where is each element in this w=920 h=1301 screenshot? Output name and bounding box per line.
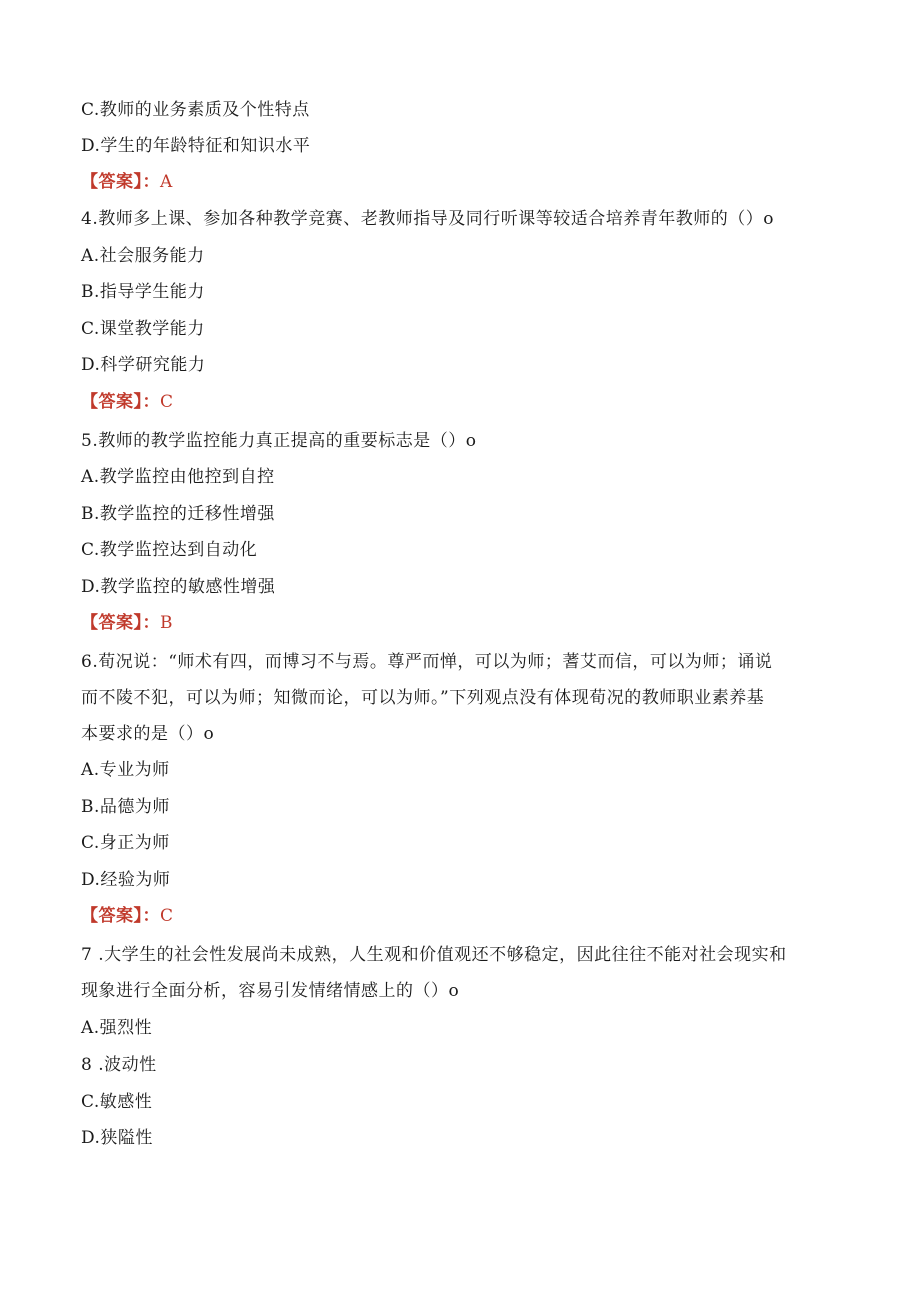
option-a-q7: A.强烈性 bbox=[81, 1018, 153, 1038]
answer-value: C bbox=[160, 906, 174, 926]
answer-q4 bbox=[81, 390, 174, 414]
question-5: 5.教师的教学监控能力真正提高的重要标志是（）o bbox=[81, 431, 477, 451]
answer-value: A bbox=[160, 172, 173, 192]
option-d-q7: D.狭隘性 bbox=[81, 1128, 153, 1148]
answer-separator: ： bbox=[142, 392, 160, 412]
option-d-q6: D.经验为师 bbox=[81, 870, 171, 890]
answer-value: C bbox=[160, 392, 174, 412]
question-6-line-1: 6.荀况说：“师术有四，而博习不与焉。尊严而惮，可以为师；蓍艾而信，可以为师；诵说 bbox=[81, 652, 773, 672]
question-6-line-3: 本要求的是（）o bbox=[81, 724, 215, 744]
answer-q3 bbox=[81, 170, 173, 194]
option-c-q3: C.教师的业务素质及个性特点 bbox=[81, 100, 310, 120]
answer-separator: ： bbox=[142, 613, 160, 633]
option-a-q5: A.教学监控由他控到自控 bbox=[81, 467, 275, 487]
answer-q5 bbox=[81, 611, 173, 635]
option-a-q4: A.社会服务能力 bbox=[81, 246, 205, 266]
answer-separator: ： bbox=[142, 906, 160, 926]
option-a-q6: A.专业为师 bbox=[81, 760, 170, 780]
question-4: 4.教师多上课、参加各种教学竞赛、老教师指导及同行听课等较适合培养青年教师的（）o bbox=[81, 209, 774, 229]
option-c-q4: C.课堂教学能力 bbox=[81, 319, 205, 339]
answer-label: 【答案】 bbox=[81, 906, 143, 926]
answer-label: 【答案】 bbox=[81, 613, 143, 633]
option-d-q4: D.科学研究能力 bbox=[81, 355, 206, 375]
option-b-q7: 8 .波动性 bbox=[81, 1055, 157, 1075]
question-7-line-1: 7 .大学生的社会性发展尚未成熟，人生观和价值观还不够稳定，因此往往不能对社会现实和 bbox=[81, 945, 787, 965]
option-c-q7: C.敏感性 bbox=[81, 1092, 153, 1112]
option-d-q3: D.学生的年龄特征和知识水平 bbox=[81, 136, 311, 156]
answer-label: 【答案】 bbox=[81, 172, 143, 192]
option-c-q6: C.身正为师 bbox=[81, 833, 170, 853]
answer-q6 bbox=[81, 904, 174, 928]
option-c-q5: C.教学监控达到自动化 bbox=[81, 540, 258, 560]
option-b-q5: B.教学监控的迁移性增强 bbox=[81, 504, 275, 524]
answer-separator: ： bbox=[142, 172, 160, 192]
question-6-line-2: 而不陵不犯，可以为师；知微而论，可以为师。”下列观点没有体现荀况的教师职业素养基 bbox=[81, 688, 765, 708]
option-d-q5: D.教学监控的敏感性增强 bbox=[81, 577, 276, 597]
option-b-q6: B.品德为师 bbox=[81, 797, 170, 817]
option-b-q4: B.指导学生能力 bbox=[81, 282, 205, 302]
answer-value: B bbox=[160, 613, 173, 633]
answer-label: 【答案】 bbox=[81, 392, 143, 412]
question-7-line-2: 现象进行全面分析，容易引发情绪情感上的（）o bbox=[81, 981, 460, 1001]
